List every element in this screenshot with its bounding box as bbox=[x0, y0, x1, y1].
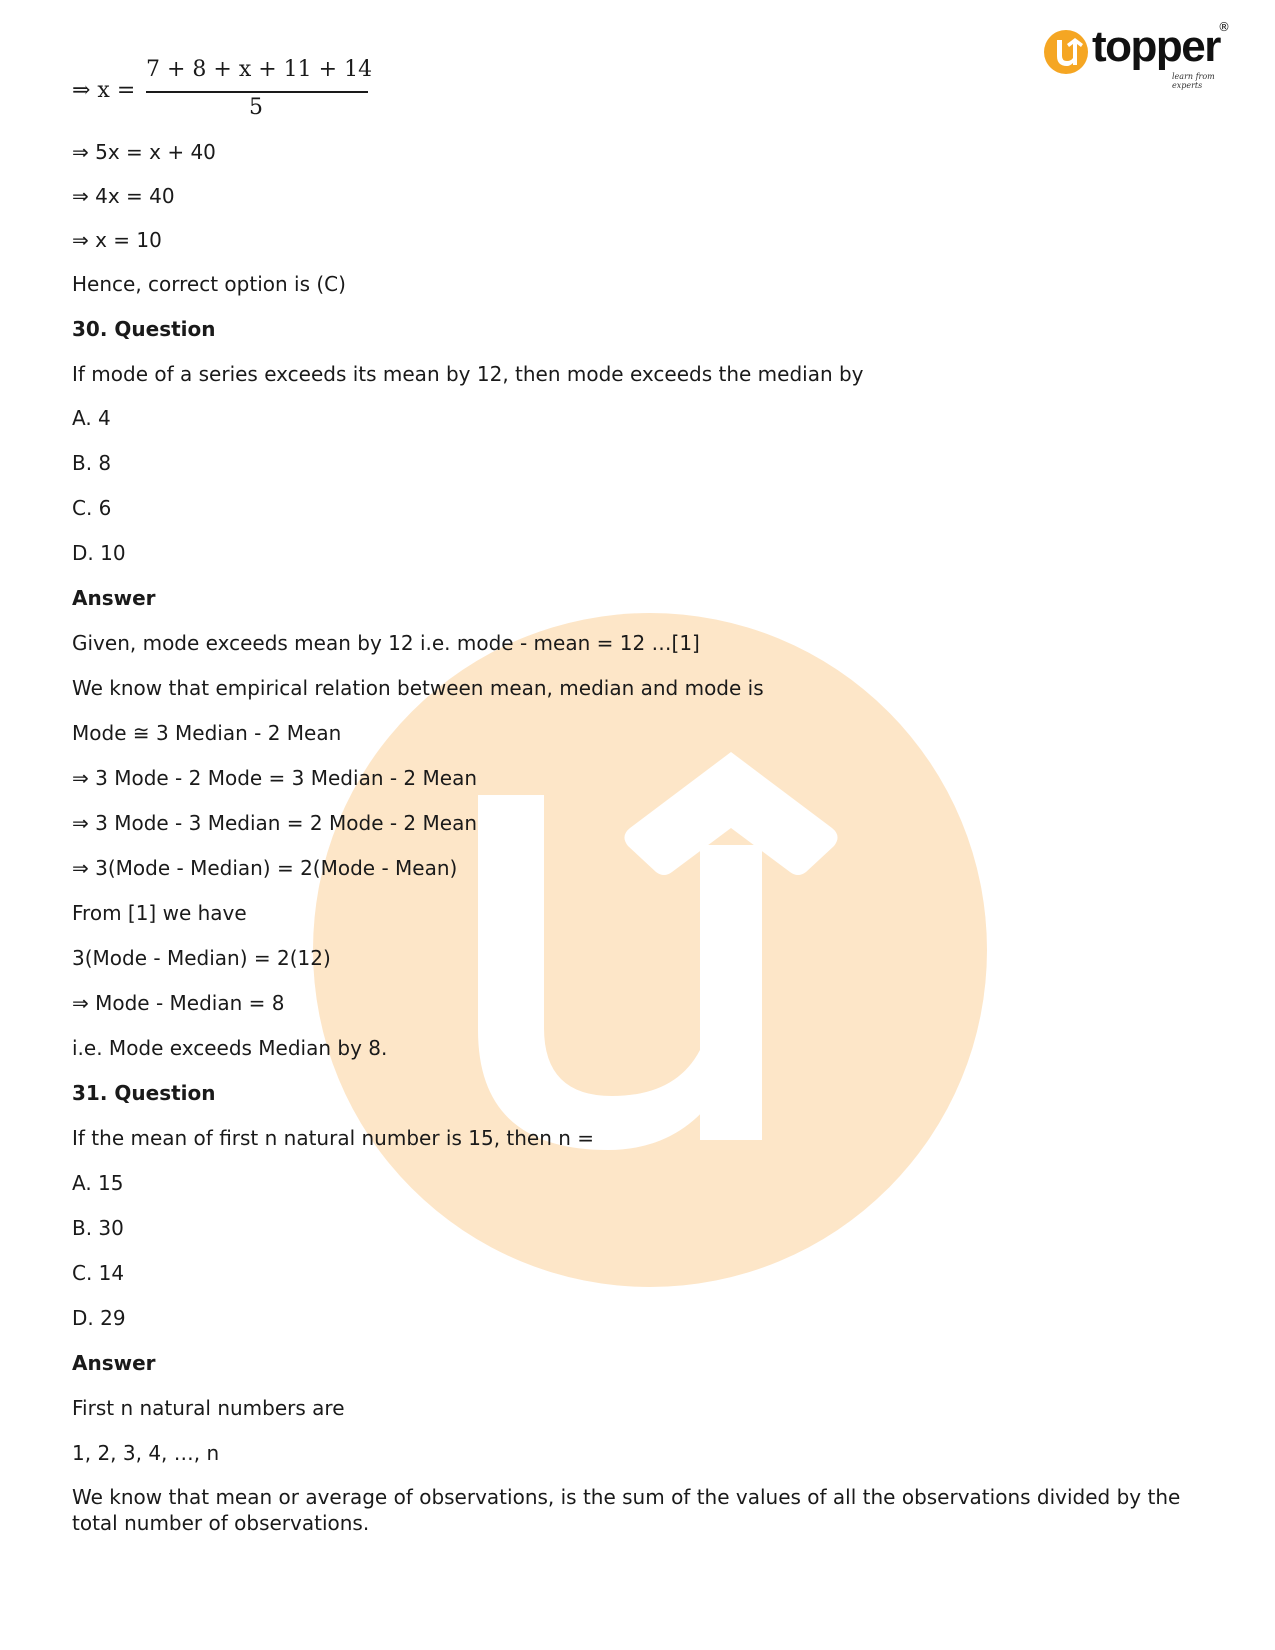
option-b: B. 8 bbox=[72, 451, 112, 475]
brand-name: topper bbox=[1092, 22, 1220, 71]
question-text: If mode of a series exceeds its mean by 12, then mode exceeds the median by bbox=[72, 362, 864, 386]
question-heading: 31. Question bbox=[72, 1081, 216, 1105]
answer-line: Mode ≅ 3 Median - 2 Mean bbox=[72, 721, 342, 745]
option-a: A. 4 bbox=[72, 406, 111, 430]
step-line: ⇒ 4x = 40 bbox=[72, 184, 175, 208]
answer-line: ⇒ 3(Mode - Median) = 2(Mode - Mean) bbox=[72, 856, 458, 880]
answer-line: First n natural numbers are bbox=[72, 1396, 345, 1420]
answer-heading: Answer bbox=[72, 586, 156, 610]
answer-line: 1, 2, 3, 4, …, n bbox=[72, 1441, 220, 1465]
brand-logo bbox=[1040, 20, 1240, 94]
option-c: C. 14 bbox=[72, 1261, 125, 1285]
step-line: ⇒ 5x = x + 40 bbox=[72, 140, 216, 164]
answer-line: ⇒ 3 Mode - 2 Mode = 3 Median - 2 Mean bbox=[72, 766, 477, 790]
brand-tagline: learn from experts bbox=[1172, 72, 1215, 90]
question-heading: 30. Question bbox=[72, 317, 216, 341]
option-d: D. 10 bbox=[72, 541, 126, 565]
option-a: A. 15 bbox=[72, 1171, 124, 1195]
option-d: D. 29 bbox=[72, 1306, 126, 1330]
formula-lhs: ⇒ x = bbox=[72, 78, 136, 103]
conclusion-line: Hence, correct option is (C) bbox=[72, 272, 346, 296]
option-c: C. 6 bbox=[72, 496, 112, 520]
registered-mark: ® bbox=[1218, 20, 1230, 34]
answer-line: ⇒ Mode - Median = 8 bbox=[72, 991, 285, 1015]
formula-numerator: 7 + 8 + x + 11 + 14 bbox=[146, 57, 373, 82]
answer-line: ⇒ 3 Mode - 3 Median = 2 Mode - 2 Mean bbox=[72, 811, 477, 835]
answer-heading: Answer bbox=[72, 1351, 156, 1375]
option-b: B. 30 bbox=[72, 1216, 124, 1240]
formula-denominator: 5 bbox=[249, 95, 263, 120]
answer-paragraph: We know that mean or average of observations, is the sum of the values of all the observations divided by the total number of observations. bbox=[72, 1485, 1181, 1535]
question-text: If the mean of first n natural number is 15, then n = bbox=[72, 1126, 595, 1150]
answer-line: Given, mode exceeds mean by 12 i.e. mode - mean = 12 …[1] bbox=[72, 631, 700, 655]
fraction-bar bbox=[146, 91, 368, 93]
answer-line: From [1] we have bbox=[72, 901, 247, 925]
formula-x-mean bbox=[72, 55, 402, 125]
answer-line: We know that empirical relation between mean, median and mode is bbox=[72, 676, 764, 700]
answer-line: 3(Mode - Median) = 2(12) bbox=[72, 946, 331, 970]
answer-line: i.e. Mode exceeds Median by 8. bbox=[72, 1036, 388, 1060]
step-line: ⇒ x = 10 bbox=[72, 228, 162, 252]
